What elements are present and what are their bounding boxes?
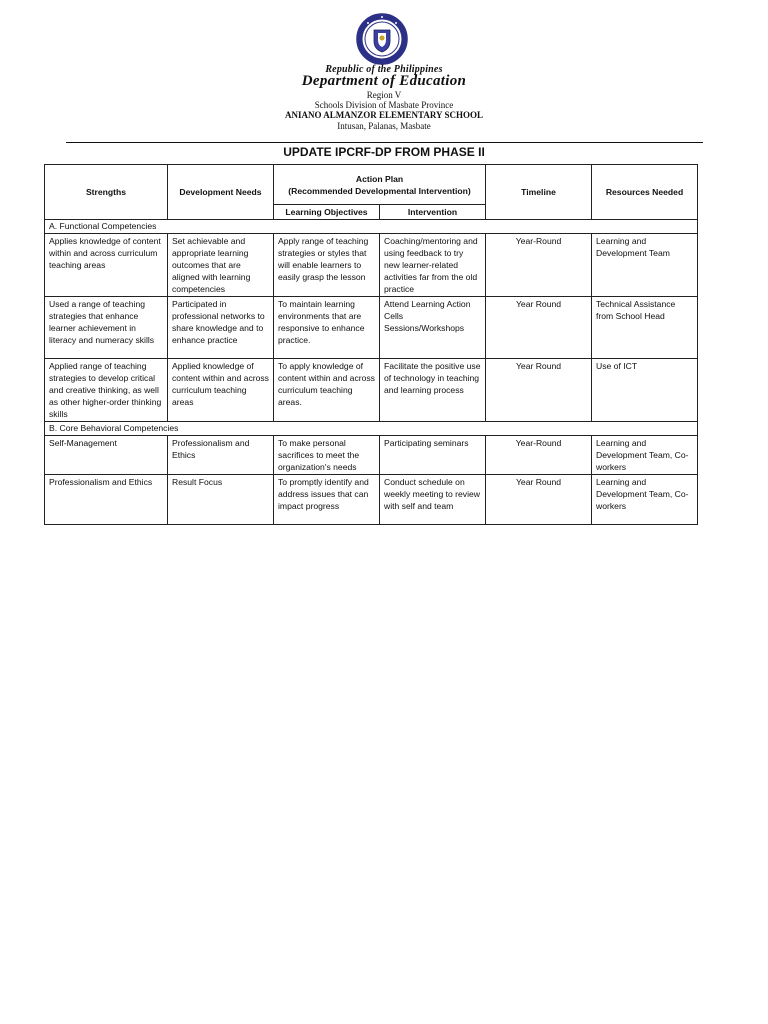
header-action-plan-subtitle: (Recommended Developmental Intervention) — [288, 185, 471, 196]
resources-cell: Learning and Development Team — [592, 234, 698, 297]
intervention-cell: Facilitate the positive use of technology in teaching and learning process — [380, 359, 486, 422]
strength-cell: Professionalism and Ethics — [45, 475, 168, 525]
need-cell: Result Focus — [168, 475, 274, 525]
need-cell: Professionalism and Ethics — [168, 436, 274, 475]
document-title: UPDATE IPCRF-DP FROM PHASE II — [283, 145, 485, 159]
header-strengths: Strengths — [45, 165, 168, 220]
objective-cell: To maintain learning environments that are responsive to enhance practice. — [274, 297, 380, 359]
section-title: B. Core Behavioral Competencies — [45, 422, 698, 436]
header-learning-objectives: Learning Objectives — [274, 205, 380, 220]
intervention-cell: Participating seminars — [380, 436, 486, 475]
resources-cell: Learning and Development Team, Co-workers — [592, 475, 698, 525]
intervention-cell: Attend Learning Action Cells Sessions/Workshops — [380, 297, 486, 359]
header-timeline: Timeline — [486, 165, 592, 220]
timeline-cell: Year Round — [486, 297, 592, 359]
republic-heading: Republic of the Philippines — [325, 64, 443, 75]
header-resources: Resources Needed — [592, 165, 698, 220]
section-title: A. Functional Competencies — [45, 220, 698, 234]
header-intervention: Intervention — [380, 205, 486, 220]
header-development-needs: Development Needs — [168, 165, 274, 220]
timeline-cell: Year Round — [486, 475, 592, 525]
development-plan-table — [44, 164, 698, 525]
objective-cell: To make personal sacrifices to meet the organization's needs — [274, 436, 380, 475]
objective-cell: To apply knowledge of content within and across curriculum teaching areas. — [274, 359, 380, 422]
region-label: Region V — [366, 90, 402, 100]
deped-seal-logo — [356, 13, 408, 65]
objective-cell: To promptly identify and address issues that can impact progress — [274, 475, 380, 525]
timeline-cell: Year Round — [486, 359, 592, 422]
division-label: Schools Division of Masbate Province — [314, 100, 454, 110]
need-cell: Applied knowledge of content within and across curriculum teaching areas — [168, 359, 274, 422]
timeline-cell: Year-Round — [486, 234, 592, 297]
objective-cell: Apply range of teaching strategies or styles that will enable learners to easily grasp the lesson — [274, 234, 380, 297]
header-divider — [66, 142, 703, 143]
school-name: ANIANO ALMANZOR ELEMENTARY SCHOOL — [285, 110, 483, 120]
need-cell: Participated in professional networks to share knowledge and to enhance practice — [168, 297, 274, 359]
header-action-plan-title: Action Plan — [355, 173, 404, 184]
strength-cell: Applied range of teaching strategies to develop critical and creative thinking, as well as other higher-order thinking skills — [45, 359, 168, 422]
intervention-cell: Coaching/mentoring and using feedback to try new learner-related activities far from the old practice — [380, 234, 486, 297]
strength-cell: Used a range of teaching strategies that enhance learner achievement in literacy and numeracy skills — [45, 297, 168, 359]
strength-cell: Applies knowledge of content within and across curriculum teaching areas — [45, 234, 168, 297]
intervention-cell: Conduct schedule on weekly meeting to review with self and team — [380, 475, 486, 525]
need-cell: Set achievable and appropriate learning outcomes that are aligned with learning competencies — [168, 234, 274, 297]
strength-cell: Self-Management — [45, 436, 168, 475]
timeline-cell: Year-Round — [486, 436, 592, 475]
resources-cell: Technical Assistance from School Head — [592, 297, 698, 359]
header-action-plan — [274, 165, 486, 205]
school-address: Intusan, Palanas, Masbate — [337, 121, 431, 131]
department-heading: Department of Education — [301, 73, 467, 89]
resources-cell: Learning and Development Team, Co-workers — [592, 436, 698, 475]
resources-cell: Use of ICT — [592, 359, 698, 422]
